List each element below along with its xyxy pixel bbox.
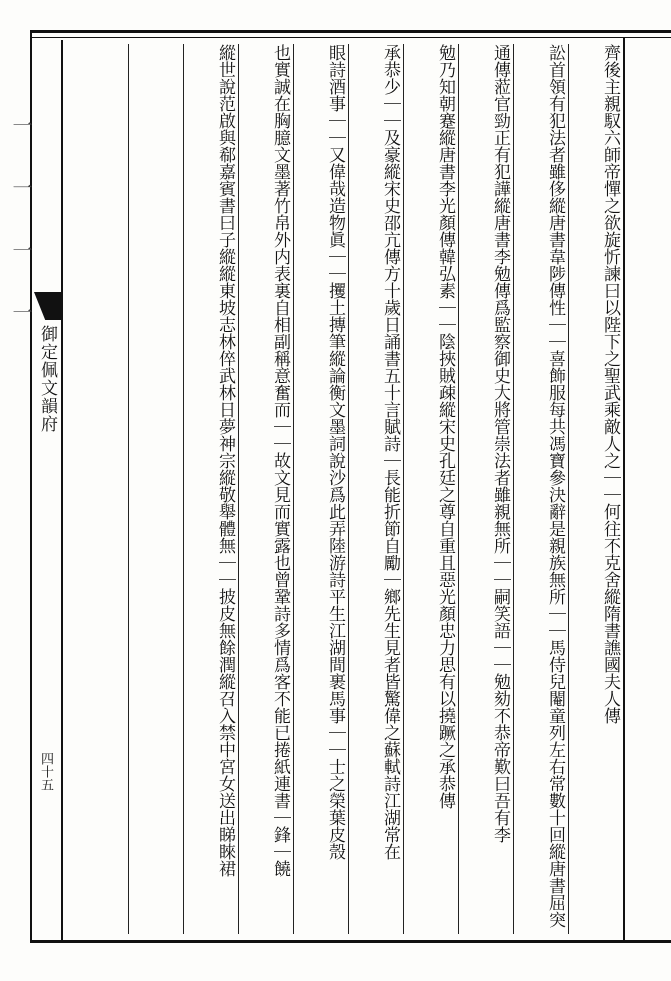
text-column-4: 勉乃知朝蹇縱唐書李光顏傳韓弘素｜｜陰挾賊疎縱宋史孔廷之尊自重且惡光顏忠力思有以撓蹶之承恭傳	[403, 44, 458, 934]
text-column-1: 齊後主親馭六師帝憚之欲旋忻諫曰以陛下之聖武乘敵人之｜｜何往不克舍縱隋書譙國夫人傳	[568, 44, 623, 934]
fold-column	[2, 40, 64, 938]
text-column-2: 訟首領有犯法者雖侈縱唐書韋陟傳性｜｜喜飾服每共馮寶參決辭是親族無所｜｜馬侍兒閹童列左右常數十回縱唐書屈突	[513, 44, 568, 934]
text-column-9	[128, 44, 183, 934]
text-column-6: 眼詩酒事｜｜又偉哉造物眞｜｜攫土摶筆縱論衡文墨詞說沙爲此弄陸游詩平生江湖間裹馬事｜｜士之榮葉皮殼	[293, 44, 348, 934]
frame-top-inner-rule	[30, 37, 671, 38]
text-body	[68, 44, 623, 934]
frame-right-rule	[623, 38, 625, 940]
text-column-7: 也實誠在胸臆文墨著竹帛外内表裏自相副稱意奮而｜｜故文見而實露也曾鞏詩多情爲客不能已捲紙連書｜鋒｜饒	[238, 44, 293, 934]
book-title: 御定佩文韻府	[37, 325, 57, 433]
page-number: 四十五	[38, 752, 53, 791]
fold-column-mark: 一 一 一 一	[9, 115, 33, 341]
frame-top-rule	[30, 30, 671, 33]
text-column-3: 通傳蒞官勁正有犯譁縱唐書李勉傳爲監察御史大將管崇法者雖親無所｜｜嗣笑語｜｜勉劾不恭帝歎曰吾有李	[458, 44, 513, 934]
frame-bottom-rule	[30, 940, 671, 943]
text-column-8: 縱世說范啟與郗嘉賓書曰子縱縱東坡志林倅武林日夢神宗縱敬舉體無｜｜披皮無餘潤縱召入禁中宮女送出睇睞裙	[183, 44, 238, 934]
text-column-10	[73, 44, 128, 934]
text-column-5: 承恭少｜｜及豪縱宋史邵亢傳方十歲日誦書五十言賦詩｜長能折節自勵｜鄉先生見者皆驚偉之蘇軾詩江湖常在	[348, 44, 403, 934]
